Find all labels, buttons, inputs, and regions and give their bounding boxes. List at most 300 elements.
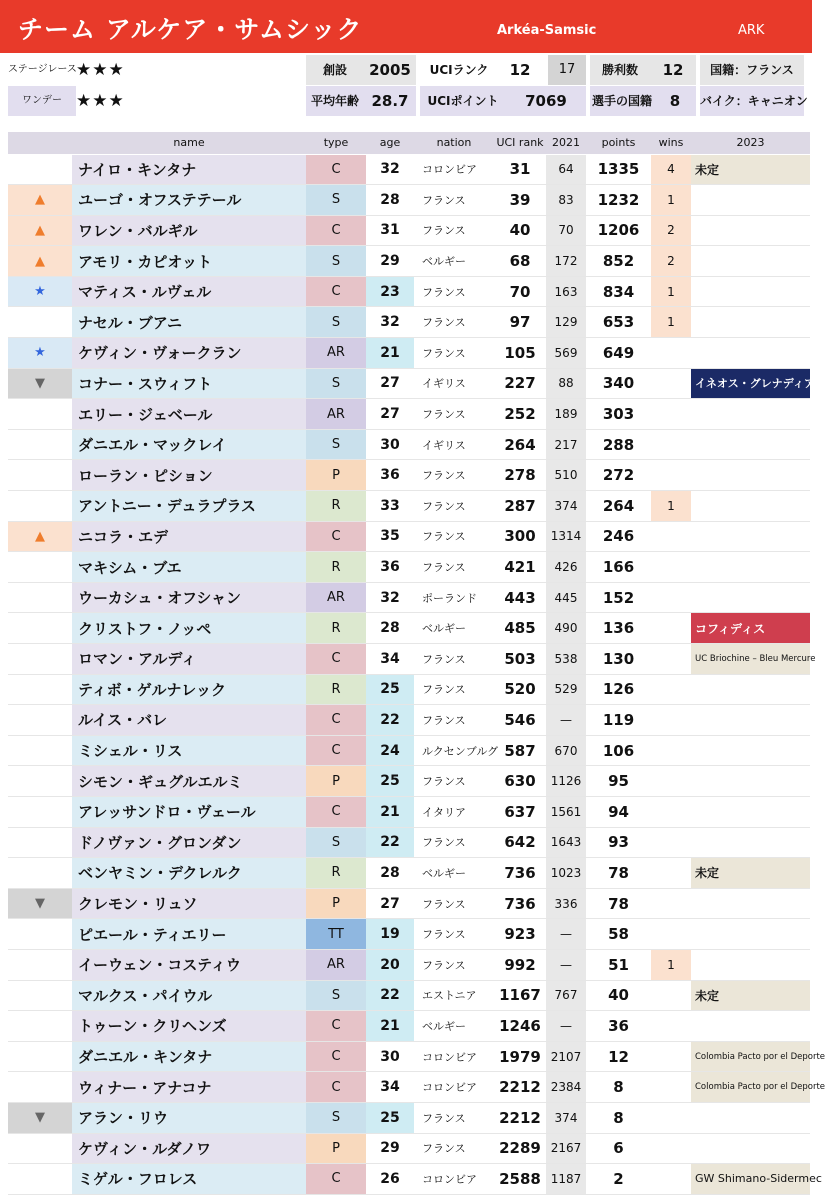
- rider-points: 1335: [586, 154, 651, 185]
- table-row: [8, 215, 810, 246]
- rider-type: C: [306, 705, 366, 736]
- rider-next-team: [691, 215, 810, 246]
- arrow-down-icon: ▼: [8, 1102, 72, 1133]
- rider-nation: フランス: [414, 919, 494, 950]
- rider-uci-rank: 736: [494, 888, 546, 919]
- rider-uci-rank: 264: [494, 429, 546, 460]
- rider-age: 32: [366, 582, 414, 613]
- rider-nation: フランス: [414, 460, 494, 491]
- rider-next-team: [691, 1011, 810, 1042]
- rider-next-team: [691, 766, 810, 797]
- rider-points: 51: [586, 949, 651, 980]
- rider-uci-rank: 546: [494, 705, 546, 736]
- rider-nation: フランス: [414, 399, 494, 430]
- rider-nation: フランス: [414, 552, 494, 583]
- stage-race-stars: ★★★: [76, 60, 125, 80]
- rider-age: 25: [366, 1102, 414, 1133]
- rider-name: ナセル・ブアニ: [72, 307, 306, 338]
- rider-age: 33: [366, 491, 414, 522]
- rider-age: 30: [366, 429, 414, 460]
- rider-next-team: [691, 735, 810, 766]
- bike-label: バイク：キャニオン: [700, 86, 804, 116]
- rider-points: 136: [586, 613, 651, 644]
- rider-nation: ベルギー: [414, 1011, 494, 1042]
- rider-uci-rank: 40: [494, 215, 546, 246]
- rider-nation: コロンビア: [414, 1072, 494, 1103]
- founded-value: 2005: [364, 55, 416, 85]
- rider-next-team: [691, 429, 810, 460]
- table-row: [8, 552, 810, 583]
- rider-age: 27: [366, 368, 414, 399]
- rider-nation: フランス: [414, 521, 494, 552]
- star-icon: ★: [8, 276, 72, 307]
- rider-wins: [651, 582, 691, 613]
- table-row: [8, 1041, 810, 1072]
- rider-uci-rank: 736: [494, 858, 546, 889]
- rider-wins: [651, 644, 691, 675]
- col-2023-header: 2023: [691, 132, 810, 154]
- rider-points: 78: [586, 858, 651, 889]
- rider-type: P: [306, 766, 366, 797]
- rider-type: AR: [306, 949, 366, 980]
- rider-nation: イギリス: [414, 368, 494, 399]
- rider-name: アントニー・デュラプラス: [72, 491, 306, 522]
- arrow-down-icon: ▼: [8, 888, 72, 919]
- rider-wins: 1: [651, 949, 691, 980]
- rider-name: ベンヤミン・デクレルク: [72, 858, 306, 889]
- rider-next-team: [691, 949, 810, 980]
- rider-name: クリストフ・ノッペ: [72, 613, 306, 644]
- rider-type: C: [306, 521, 366, 552]
- rider-type: P: [306, 888, 366, 919]
- rider-mark: [8, 613, 72, 644]
- rider-wins: [651, 1164, 691, 1195]
- rider-next-team: [691, 307, 810, 338]
- rider-rank-2021: 1561: [546, 796, 586, 827]
- rider-points: 303: [586, 399, 651, 430]
- rider-name: コナー・スウィフト: [72, 368, 306, 399]
- rider-rank-2021: —: [546, 949, 586, 980]
- table-row: [8, 338, 810, 369]
- rider-uci-rank: 2212: [494, 1102, 546, 1133]
- rider-type: P: [306, 460, 366, 491]
- rider-nation: ベルギー: [414, 858, 494, 889]
- rider-next-team: [691, 796, 810, 827]
- rider-uci-rank: 485: [494, 613, 546, 644]
- rider-age: 32: [366, 154, 414, 185]
- one-day-stars: ★★★: [76, 91, 125, 111]
- rider-name: ケヴィン・ヴォークラン: [72, 338, 306, 369]
- rider-wins: [651, 1102, 691, 1133]
- rider-nation: フランス: [414, 276, 494, 307]
- rider-mark: [8, 980, 72, 1011]
- rider-points: 834: [586, 276, 651, 307]
- rider-uci-rank: 252: [494, 399, 546, 430]
- table-row: [8, 827, 810, 858]
- rider-age: 21: [366, 1011, 414, 1042]
- rider-next-team: 未定: [691, 154, 810, 185]
- rider-rank-2021: —: [546, 1011, 586, 1042]
- rider-type: C: [306, 215, 366, 246]
- rider-wins: 4: [651, 154, 691, 185]
- rider-name: マキシム・ブエ: [72, 552, 306, 583]
- table-row: [8, 246, 810, 277]
- rider-mark: [8, 644, 72, 675]
- rider-name: ルイス・バレ: [72, 705, 306, 736]
- rider-points: 1232: [586, 185, 651, 216]
- rider-wins: [651, 1011, 691, 1042]
- rider-type: R: [306, 858, 366, 889]
- rider-next-team: [691, 827, 810, 858]
- rider-nation: コロンビア: [414, 154, 494, 185]
- table-row: [8, 185, 810, 216]
- rider-points: 8: [586, 1072, 651, 1103]
- rider-nation: フランス: [414, 827, 494, 858]
- rider-name: ダニエル・キンタナ: [72, 1041, 306, 1072]
- rider-mark: [8, 1164, 72, 1195]
- rider-rank-2021: 83: [546, 185, 586, 216]
- rider-age: 34: [366, 644, 414, 675]
- uci-rank-value: 12: [509, 61, 531, 79]
- rider-uci-rank: 923: [494, 919, 546, 950]
- rider-type: S: [306, 246, 366, 277]
- rider-nation: イタリア: [414, 796, 494, 827]
- rider-type: S: [306, 368, 366, 399]
- rider-nation: フランス: [414, 1133, 494, 1164]
- rider-rank-2021: 172: [546, 246, 586, 277]
- rider-age: 28: [366, 613, 414, 644]
- rider-type: S: [306, 185, 366, 216]
- rider-next-team: [691, 674, 810, 705]
- rider-next-team: [691, 491, 810, 522]
- rider-rank-2021: 2167: [546, 1133, 586, 1164]
- rider-uci-rank: 1246: [494, 1011, 546, 1042]
- rider-next-team: [691, 582, 810, 613]
- rider-next-team: [691, 1133, 810, 1164]
- rider-wins: [651, 1041, 691, 1072]
- rider-mark: [8, 858, 72, 889]
- table-row: [8, 1133, 810, 1164]
- rider-next-team: [691, 1102, 810, 1133]
- table-row: [8, 491, 810, 522]
- rider-wins: [651, 429, 691, 460]
- rider-uci-rank: 587: [494, 735, 546, 766]
- table-row: [8, 613, 810, 644]
- rider-uci-rank: 227: [494, 368, 546, 399]
- rider-nation: フランス: [414, 949, 494, 980]
- col-2021-header: 2021: [546, 132, 586, 154]
- table-header-row: [8, 132, 810, 154]
- rider-wins: [651, 613, 691, 644]
- rider-uci-rank: 97: [494, 307, 546, 338]
- rider-rank-2021: 1126: [546, 766, 586, 797]
- col-mark-header: [8, 132, 72, 154]
- rider-mark: [8, 705, 72, 736]
- rider-points: 340: [586, 368, 651, 399]
- rider-wins: [651, 674, 691, 705]
- rider-points: 12: [586, 1041, 651, 1072]
- rider-rank-2021: 163: [546, 276, 586, 307]
- rider-points: 8: [586, 1102, 651, 1133]
- rider-uci-rank: 300: [494, 521, 546, 552]
- arrow-up-icon: ▲: [8, 215, 72, 246]
- rider-age: 27: [366, 888, 414, 919]
- rider-uci-rank: 421: [494, 552, 546, 583]
- rider-name: ミゲル・フロレス: [72, 1164, 306, 1195]
- rider-next-team: [691, 399, 810, 430]
- rider-name: ピエール・ティエリー: [72, 919, 306, 950]
- rider-wins: [651, 1133, 691, 1164]
- rider-wins: [651, 368, 691, 399]
- table-row: [8, 766, 810, 797]
- rider-next-team: [691, 919, 810, 950]
- rider-points: 58: [586, 919, 651, 950]
- rider-nation: ポーランド: [414, 582, 494, 613]
- rider-age: 24: [366, 735, 414, 766]
- rider-uci-rank: 70: [494, 276, 546, 307]
- col-wins-header: wins: [651, 132, 691, 154]
- rider-points: 36: [586, 1011, 651, 1042]
- rider-points: 272: [586, 460, 651, 491]
- rider-age: 22: [366, 980, 414, 1011]
- roster-table: [8, 132, 836, 1195]
- rider-wins: 1: [651, 307, 691, 338]
- rider-age: 30: [366, 1041, 414, 1072]
- rider-next-team: GW Shimano-Sidermec: [691, 1164, 810, 1195]
- uci-points-label: UCIポイント: [420, 86, 506, 116]
- rider-rank-2021: 374: [546, 491, 586, 522]
- rider-uci-rank: 287: [494, 491, 546, 522]
- rider-age: 31: [366, 215, 414, 246]
- rider-age: 26: [366, 1164, 414, 1195]
- rider-rank-2021: 189: [546, 399, 586, 430]
- rider-nation: コロンビア: [414, 1164, 494, 1195]
- table-row: [8, 1102, 810, 1133]
- rider-wins: 2: [651, 215, 691, 246]
- rider-age: 21: [366, 796, 414, 827]
- uci-points-value: 7069: [506, 86, 586, 116]
- rider-uci-rank: 1979: [494, 1041, 546, 1072]
- rider-points: 95: [586, 766, 651, 797]
- rider-rank-2021: 70: [546, 215, 586, 246]
- rider-wins: [651, 735, 691, 766]
- rider-nation: コロンビア: [414, 1041, 494, 1072]
- rider-points: 40: [586, 980, 651, 1011]
- rider-wins: [651, 338, 691, 369]
- rider-mark: [8, 766, 72, 797]
- col-points-header: points: [586, 132, 651, 154]
- rider-uci-rank: 68: [494, 246, 546, 277]
- rider-uci-rank: 992: [494, 949, 546, 980]
- rider-type: C: [306, 1041, 366, 1072]
- rider-points: 6: [586, 1133, 651, 1164]
- rider-nation: フランス: [414, 705, 494, 736]
- rider-next-team: [691, 705, 810, 736]
- rider-next-team: コフィディス: [691, 613, 810, 644]
- rider-mark: [8, 307, 72, 338]
- table-row: [8, 949, 810, 980]
- rider-name: クレモン・リュソ: [72, 888, 306, 919]
- rider-uci-rank: 642: [494, 827, 546, 858]
- team-banner: [0, 0, 812, 53]
- rider-age: 32: [366, 307, 414, 338]
- rider-name: トゥーン・クリヘンズ: [72, 1011, 306, 1042]
- col-name-header: name: [72, 132, 306, 154]
- rider-uci-rank: 503: [494, 644, 546, 675]
- rider-uci-rank: 2588: [494, 1164, 546, 1195]
- rider-type: AR: [306, 582, 366, 613]
- rider-name: ワレン・バルギル: [72, 215, 306, 246]
- rider-rank-2021: 529: [546, 674, 586, 705]
- rider-points: 1206: [586, 215, 651, 246]
- rider-age: 25: [366, 766, 414, 797]
- table-row: [8, 796, 810, 827]
- rider-type: S: [306, 980, 366, 1011]
- rider-wins: 1: [651, 491, 691, 522]
- table-row: [8, 735, 810, 766]
- rider-rank-2021: 1314: [546, 521, 586, 552]
- rider-type: AR: [306, 338, 366, 369]
- table-row: [8, 276, 810, 307]
- table-row: [8, 521, 810, 552]
- rider-uci-rank: 2289: [494, 1133, 546, 1164]
- rider-rank-2021: —: [546, 919, 586, 950]
- table-row: [8, 858, 810, 889]
- rider-wins: 2: [651, 246, 691, 277]
- rider-name: ウーカシュ・オフシャン: [72, 582, 306, 613]
- rider-name: ダニエル・マックレイ: [72, 429, 306, 460]
- rider-type: S: [306, 827, 366, 858]
- rider-type: C: [306, 276, 366, 307]
- rider-rank-2021: 490: [546, 613, 586, 644]
- rider-wins: [651, 919, 691, 950]
- rider-type: C: [306, 1011, 366, 1042]
- rider-mark: [8, 429, 72, 460]
- table-row: [8, 919, 810, 950]
- table-row: [8, 1011, 810, 1042]
- col-type-header: type: [306, 132, 366, 154]
- rider-points: 152: [586, 582, 651, 613]
- wins-label: 勝利数: [590, 55, 650, 85]
- rider-points: 106: [586, 735, 651, 766]
- table-row: [8, 1072, 810, 1103]
- rider-points: 94: [586, 796, 651, 827]
- rider-type: P: [306, 1133, 366, 1164]
- avg-age-label: 平均年齢: [306, 86, 364, 116]
- rider-name: ニコラ・エデ: [72, 521, 306, 552]
- rider-type: R: [306, 491, 366, 522]
- table-row: [8, 1164, 810, 1195]
- rider-nation: フランス: [414, 674, 494, 705]
- rider-type: S: [306, 429, 366, 460]
- rider-age: 29: [366, 246, 414, 277]
- rider-mark: [8, 154, 72, 185]
- rider-name: ケヴィン・ルダノワ: [72, 1133, 306, 1164]
- rider-type: R: [306, 552, 366, 583]
- team-info-panel: [0, 55, 812, 117]
- rider-mark: [8, 949, 72, 980]
- rider-nation: フランス: [414, 1102, 494, 1133]
- rider-rank-2021: 336: [546, 888, 586, 919]
- rider-name: ミシェル・リス: [72, 735, 306, 766]
- rider-mark: [8, 674, 72, 705]
- rider-nations-value: 8: [654, 86, 696, 116]
- rider-type: C: [306, 1164, 366, 1195]
- rider-points: 649: [586, 338, 651, 369]
- rider-points: 166: [586, 552, 651, 583]
- rider-type: TT: [306, 919, 366, 950]
- rider-type: S: [306, 307, 366, 338]
- rider-next-team: [691, 276, 810, 307]
- uci-rank-prev: 17: [548, 55, 586, 85]
- rider-name: ナイロ・キンタナ: [72, 154, 306, 185]
- rider-nation: エストニア: [414, 980, 494, 1011]
- nationality-label: 国籍：フランス: [700, 55, 804, 85]
- rider-points: 653: [586, 307, 651, 338]
- rider-points: 288: [586, 429, 651, 460]
- rider-age: 19: [366, 919, 414, 950]
- wins-value: 12: [650, 55, 696, 85]
- rider-age: 28: [366, 858, 414, 889]
- rider-nation: フランス: [414, 307, 494, 338]
- col-nation-header: nation: [414, 132, 494, 154]
- rider-rank-2021: 767: [546, 980, 586, 1011]
- rider-wins: [651, 460, 691, 491]
- rider-rank-2021: 538: [546, 644, 586, 675]
- rider-rank-2021: 2107: [546, 1041, 586, 1072]
- rider-mark: [8, 1041, 72, 1072]
- stage-race-label: ステージレース: [8, 64, 77, 75]
- rider-points: 246: [586, 521, 651, 552]
- rider-next-team: [691, 185, 810, 216]
- rider-age: 27: [366, 399, 414, 430]
- rider-points: 2: [586, 1164, 651, 1195]
- rider-next-team: [691, 552, 810, 583]
- rider-points: 126: [586, 674, 651, 705]
- rider-name: ロマン・アルディ: [72, 644, 306, 675]
- rider-points: 119: [586, 705, 651, 736]
- rider-rank-2021: 1643: [546, 827, 586, 858]
- roster-body: [8, 154, 836, 1194]
- rider-mark: [8, 796, 72, 827]
- rider-mark: [8, 1133, 72, 1164]
- rider-rank-2021: 88: [546, 368, 586, 399]
- rider-name: ウィナー・アナコナ: [72, 1072, 306, 1103]
- rider-points: 78: [586, 888, 651, 919]
- rider-next-team: [691, 888, 810, 919]
- rider-uci-rank: 278: [494, 460, 546, 491]
- rider-type: C: [306, 796, 366, 827]
- rider-rank-2021: 670: [546, 735, 586, 766]
- rider-nation: フランス: [414, 215, 494, 246]
- rider-name: イーウェン・コスティウ: [72, 949, 306, 980]
- rider-uci-rank: 2212: [494, 1072, 546, 1103]
- arrow-up-icon: ▲: [8, 521, 72, 552]
- rider-points: 93: [586, 827, 651, 858]
- rider-mark: [8, 1011, 72, 1042]
- rider-uci-rank: 31: [494, 154, 546, 185]
- rider-next-team: 未定: [691, 980, 810, 1011]
- table-row: [8, 307, 810, 338]
- table-row: [8, 980, 810, 1011]
- col-age-header: age: [366, 132, 414, 154]
- rider-wins: [651, 888, 691, 919]
- rider-wins: [651, 1072, 691, 1103]
- rider-mark: [8, 460, 72, 491]
- table-row: [8, 644, 810, 675]
- arrow-up-icon: ▲: [8, 185, 72, 216]
- rider-name: ドノヴァン・グロンダン: [72, 827, 306, 858]
